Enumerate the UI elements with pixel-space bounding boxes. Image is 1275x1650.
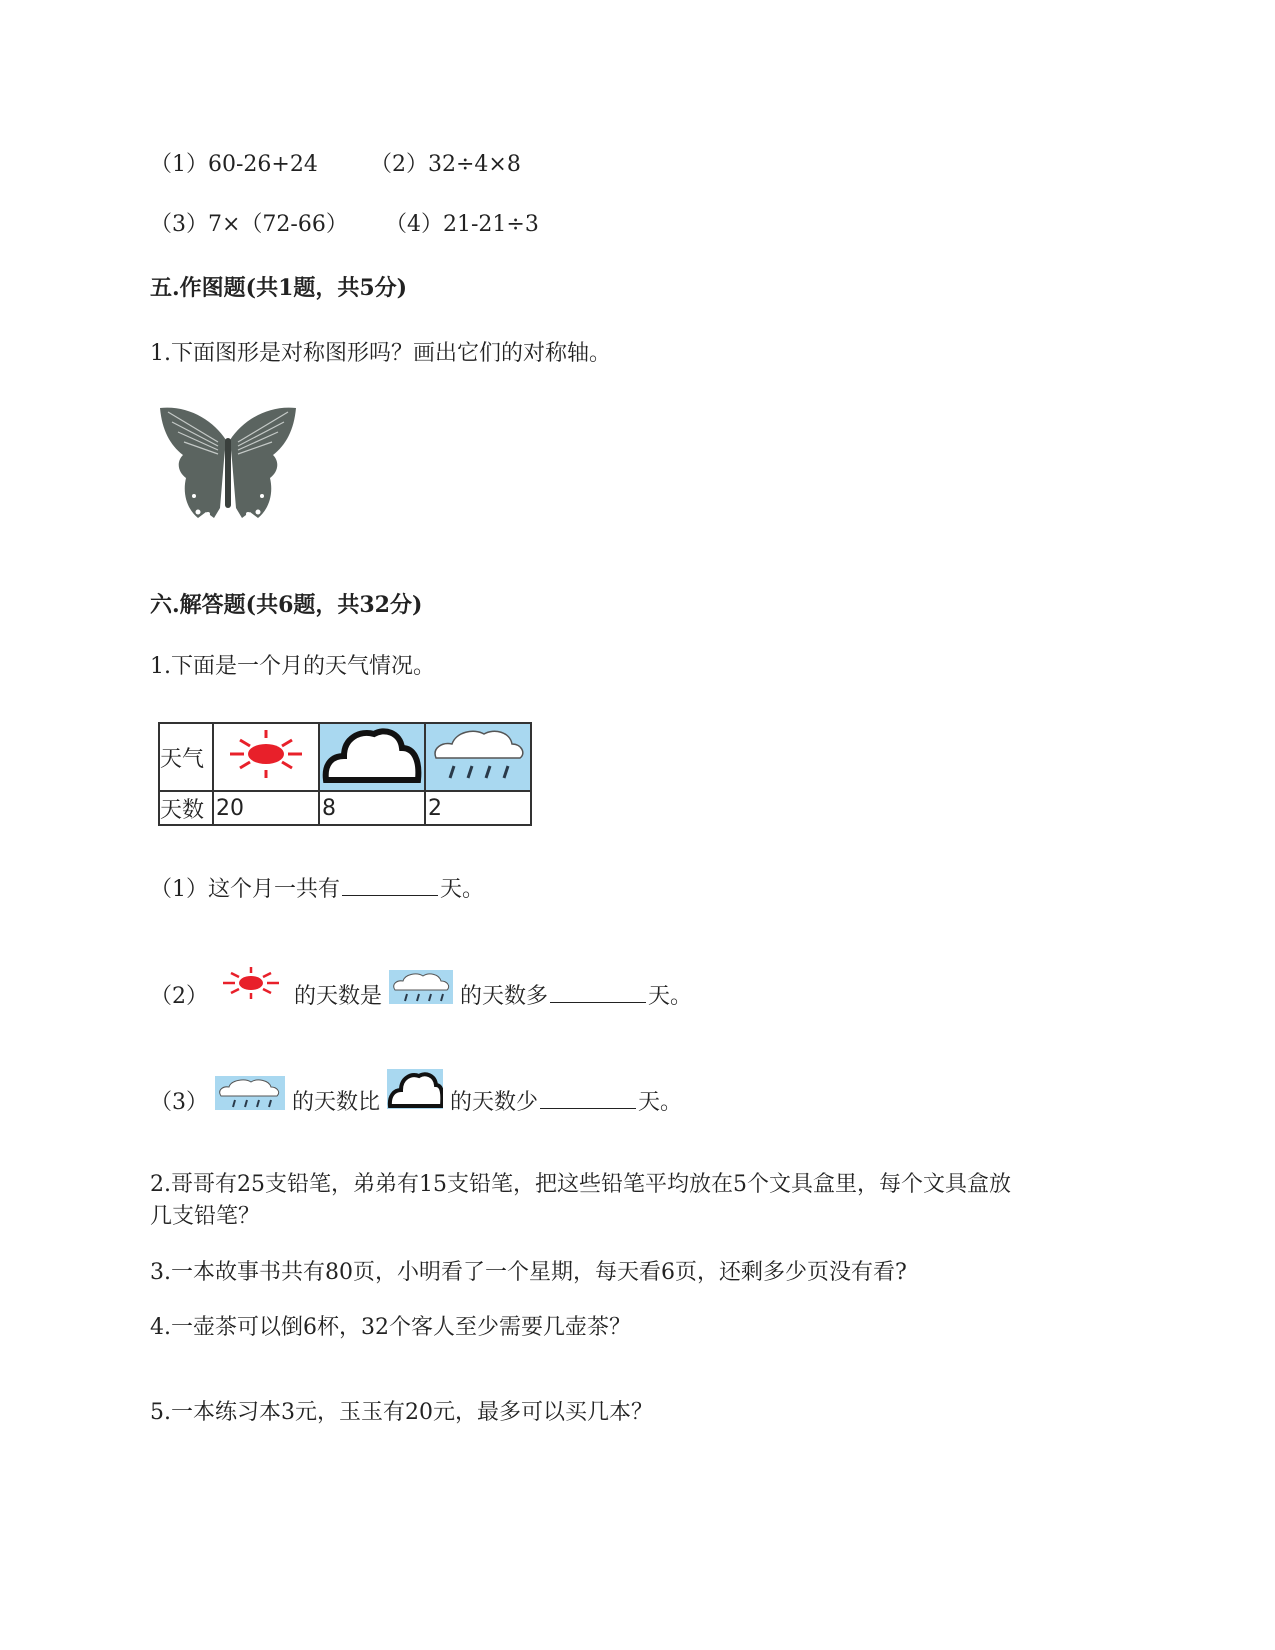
section6-q1-intro: 1.下面是一个月的天气情况。 [150, 654, 435, 679]
sub3-suffix: 天。 [638, 1090, 683, 1115]
answer-blank[interactable] [550, 982, 646, 1003]
calc-q4: （4）21-21÷3 [385, 212, 539, 237]
butterfly-icon [158, 400, 298, 525]
sub1 [150, 875, 484, 905]
sub3-prefix: （3） [150, 1090, 208, 1115]
sub3 [150, 1088, 682, 1118]
sub2-mid2: 的天数多 [460, 984, 549, 1009]
answer-blank[interactable] [342, 875, 438, 896]
section6-q2-line1: 2.哥哥有25支铅笔，弟弟有15支铅笔，把这些铅笔平均放在5个文具盒里，每个文具盒放 [150, 1172, 1011, 1197]
sub1-suffix: 天。 [440, 877, 485, 902]
table-cell-rain [425, 723, 531, 791]
answer-blank[interactable] [540, 1088, 636, 1109]
sub2-prefix: （2） [150, 984, 208, 1009]
calc-q1: （1）60-26+24 [150, 152, 318, 177]
sun-icon [216, 726, 316, 782]
sun-icon [215, 965, 287, 1005]
sub3-mid2: 的天数少 [450, 1090, 539, 1115]
table-days-cloud: 8 [319, 791, 425, 825]
section6-q4: 4.一壶茶可以倒6杯，32个客人至少需要几壶茶？ [150, 1315, 631, 1340]
rain-icon [215, 1076, 285, 1110]
sub2-mid1: 的天数是 [294, 984, 383, 1009]
section6-q3: 3.一本故事书共有80页，小明看了一个星期，每天看6页，还剩多少页没有看? [150, 1260, 907, 1285]
section6-q2-line2: 几支铅笔？ [150, 1204, 261, 1229]
table-cell-sun [213, 723, 319, 791]
rain-icon [389, 970, 453, 1004]
calc-q2: （2）32÷4×8 [370, 152, 521, 177]
sub2-suffix: 天。 [648, 984, 693, 1009]
rain-icon [428, 724, 528, 784]
cloud-icon [387, 1069, 443, 1109]
table-days-sun: 20 [213, 791, 319, 825]
sub1-prefix: （1）这个月一共有 [150, 877, 340, 902]
weather-table [158, 722, 532, 826]
table-label-days: 天数 [159, 791, 213, 825]
table-label-weather: 天气 [159, 723, 213, 791]
sub3-mid1: 的天数比 [292, 1090, 381, 1115]
table-days-rain: 2 [425, 791, 531, 825]
section5-q1: 1.下面图形是对称图形吗？画出它们的对称轴。 [150, 341, 611, 366]
section6-heading: 六.解答题(共6题，共32分) [150, 592, 423, 618]
sub2 [150, 982, 692, 1012]
cloud-icon [322, 724, 422, 784]
section5-heading: 五.作图题(共1题，共5分) [150, 275, 408, 301]
calc-q3: （3）7×（72-66） [150, 212, 348, 237]
section6-q5: 5.一本练习本3元，玉玉有20元，最多可以买几本？ [150, 1400, 653, 1425]
table-cell-cloud [319, 723, 425, 791]
